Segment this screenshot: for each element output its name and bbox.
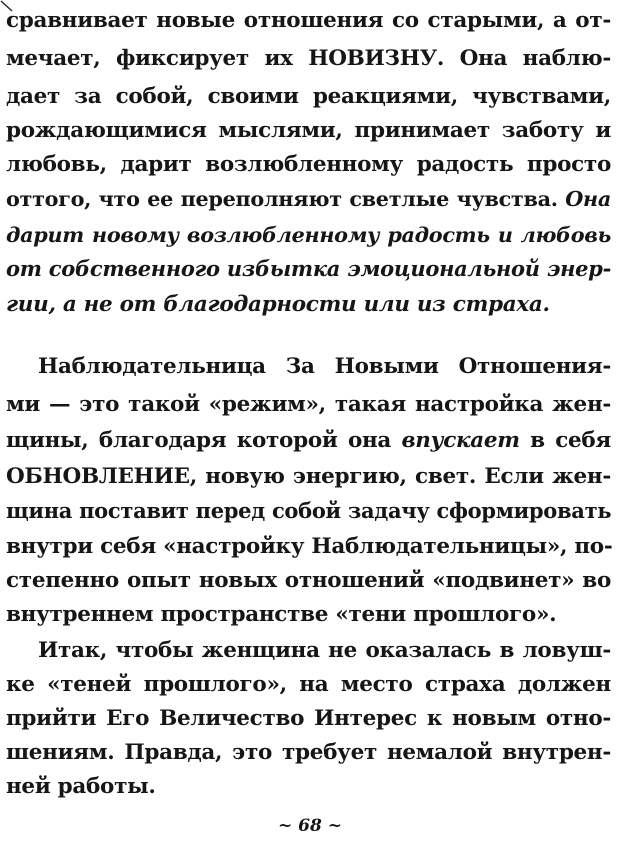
p3-line-2: ке «теней прошлого», на место страха должен — [6, 672, 611, 697]
p1-line-2: мечает, фиксирует их НОВИЗНУ. Она наблю- — [6, 46, 611, 71]
p3-line-4 — [6, 736, 611, 770]
p1-line-6-regular: оттого, что ее переполняют светлые чувства. — [6, 187, 566, 211]
p1-line-7: дарит новому возлюбленному радость и любовь — [6, 223, 611, 247]
p2-line-5: щина поставит перед собой задачу сформировать — [6, 498, 612, 523]
page-number: ~ 68 ~ — [278, 816, 342, 836]
p1-line-4: рождающимися мыслями, принимает заботу и — [6, 118, 611, 143]
p2-line-3-c: в себя — [519, 428, 611, 453]
p2-line-8: внутреннем пространстве «тени прошлого». — [6, 602, 557, 627]
p3-line-1: Итак, чтобы женщина не оказалась в ловуш- — [38, 638, 611, 663]
p2-line-3 — [6, 424, 611, 458]
p3-line-4-regular: Правда, это требует немалой внутрен- — [114, 740, 611, 765]
p1-line-1: сравнивает новые отношения со старыми, а от- — [6, 8, 611, 33]
p2-line-3-emphasis: впускает — [401, 428, 520, 453]
p3-line-3: прийти Его Величество Интерес к новым отно- — [6, 706, 611, 731]
p3-line-5: ней работы. — [6, 774, 156, 799]
p1-line-6 — [6, 182, 611, 216]
p2-line-4: ОБНОВЛЕНИЕ, новую энергию, свет. Если жен- — [6, 464, 611, 489]
p1-line-3: дает за собой, своими реакциями, чувствами, — [6, 84, 611, 109]
p2-line-1: Наблюдательница За Новыми Отношения- — [38, 354, 611, 379]
p2-line-3-a: щины, благодаря которой она — [6, 428, 402, 453]
p1-line-6-italic: Она — [565, 187, 611, 211]
p2-line-7: степенно опыт новых отношений «подвинет» во — [6, 568, 611, 593]
p2-line-6: внутри себя «настройку Наблюдательницы», по- — [6, 534, 613, 559]
p2-line-2: ми — это такой «режим», такая настройка жен- — [6, 392, 611, 417]
p3-line-4-bold: шениям. — [6, 740, 115, 765]
p1-line-8: от собственного избытка эмоциональной энер- — [6, 256, 611, 281]
p1-line-9: гии, а не от благодарности или из страха. — [6, 292, 550, 317]
p1-line-5: любовь, дарит возлюбленному радость просто — [6, 152, 611, 177]
